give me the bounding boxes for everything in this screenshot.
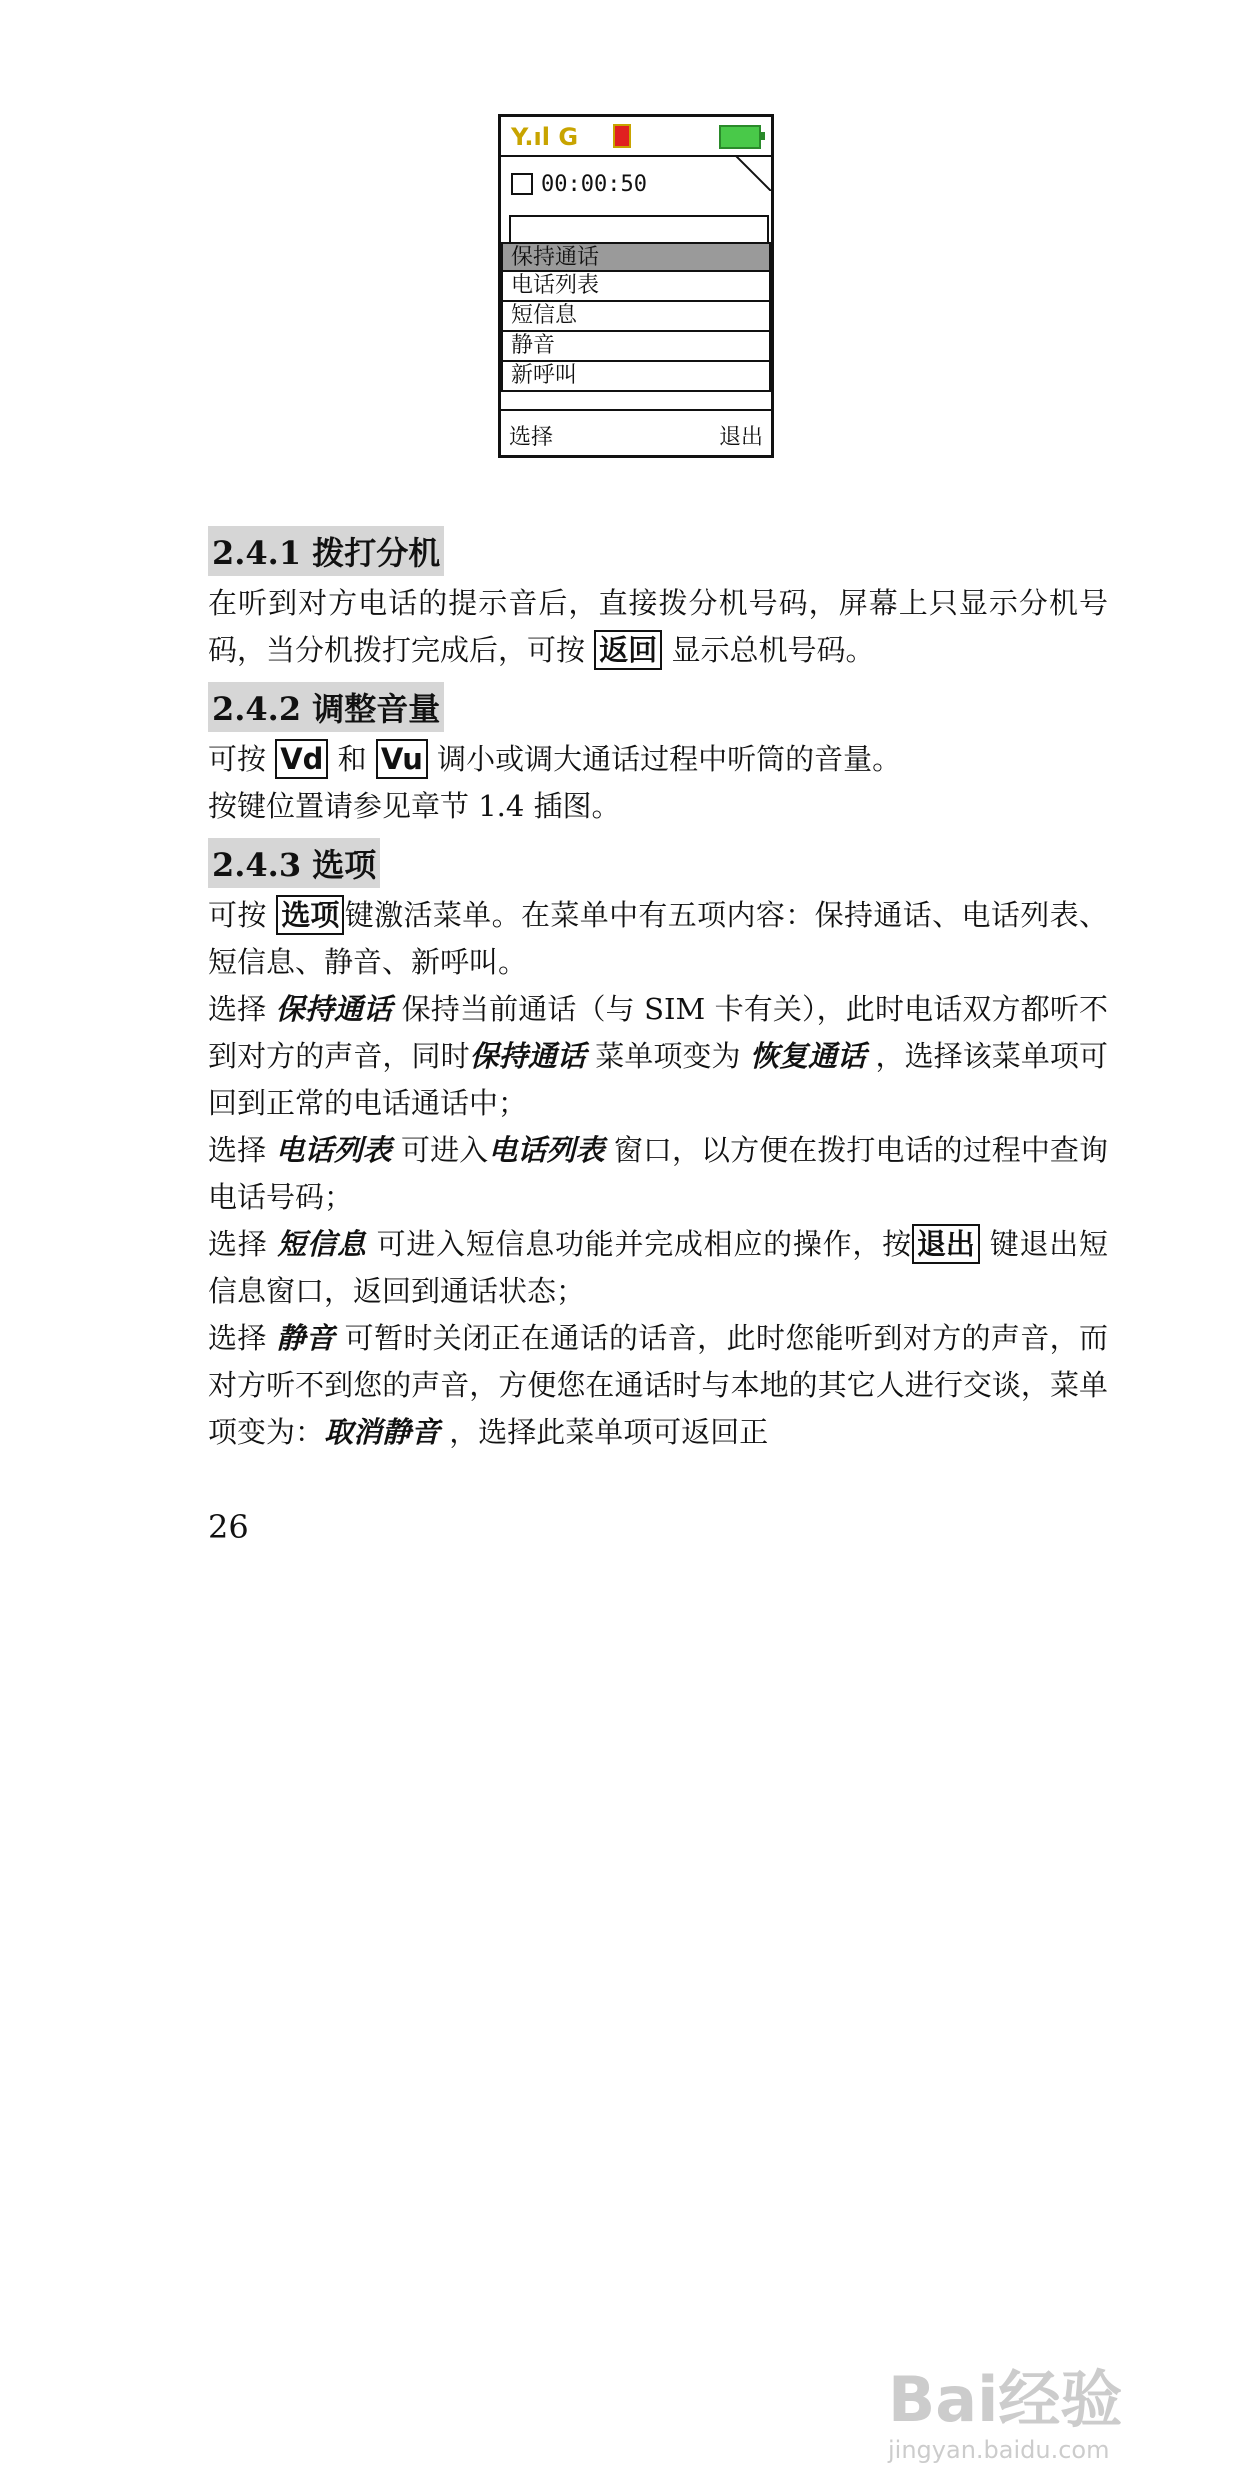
paragraph: 在听到对方电话的提示音后，直接拨分机号码，屏幕上只显示分机号码，当分机拨打完成后，可按 返回 显示总机号码。 [208, 580, 1108, 674]
softkey-exit[interactable]: 退出 [718, 425, 763, 450]
key-options: 选项 [276, 895, 344, 935]
menu-item-hold[interactable]: 保持通话 [501, 242, 771, 272]
paragraph: 按键位置请参见章节 1.4 插图。 [208, 789, 621, 823]
menu-item-mute[interactable]: 静音 [501, 332, 771, 362]
document-body [208, 518, 1108, 1456]
key-exit: 退出 [912, 1224, 980, 1264]
paragraph: 选择 短信息 可进入短信息功能并完成相应的操作，按 退出 键退出短信息窗口，返回到通话状态； [208, 1221, 1108, 1315]
watermark-url: jingyan.baidu.com [888, 2436, 1110, 2464]
softkey-bar [501, 409, 771, 455]
key-back: 返回 [594, 630, 662, 670]
corner-fold-icon [735, 155, 771, 191]
paragraph: 可按 Vd 和 Vu 调小或调大通话过程中听筒的音量。 [208, 736, 1108, 783]
heading-2-4-3: 2.4.3 选项 [208, 838, 380, 888]
checkbox-icon [511, 173, 533, 195]
options-menu [501, 242, 771, 392]
softkey-select[interactable]: 选择 [509, 425, 554, 450]
paragraph: 选择 静音 可暂时关闭正在通话的话音，此时您能听到对方的声音，而对方听不到您的声音，方便您在通话时与本地的其它人进行交谈，菜单项变为：取消静音 ，选择此菜单项可返回正 [208, 1321, 1108, 1449]
menu-item-phonebook[interactable]: 电话列表 [501, 272, 771, 302]
paragraph: 选择 电话列表 可进入电话列表 窗口，以方便在拨打电话的过程中查询电话号码； [208, 1133, 1108, 1214]
heading-2-4-1: 2.4.1 拨打分机 [208, 526, 444, 576]
timer-text: 00:00:50 [541, 171, 647, 197]
heading-2-4-2: 2.4.2 调整音量 [208, 682, 444, 732]
watermark-logo: Bai经验 [888, 2363, 1123, 2436]
paragraph: 选择 保持通话 保持当前通话（与 SIM 卡有关），此时电话双方都听不到对方的声音，同时保持通话 菜单项变为 恢复通话 ，选择该菜单项可回到正常的电话通话中； [208, 992, 1108, 1120]
phone-screenshot [498, 114, 774, 458]
page-number: 26 [208, 1508, 249, 1546]
key-vu: Vu [376, 739, 428, 779]
status-bar [501, 117, 771, 157]
signal-icon: Y.ıl G [511, 123, 579, 151]
battery-icon [719, 125, 761, 149]
key-vd: Vd [275, 739, 328, 779]
sim-icon [613, 124, 631, 148]
menu-item-sms[interactable]: 短信息 [501, 302, 771, 332]
call-timer [511, 169, 647, 199]
paragraph: 可按 选项 键激活菜单。在菜单中有五项内容：保持通话、电话列表、短信息、静音、新呼叫。 [208, 892, 1108, 986]
menu-item-new-call[interactable]: 新呼叫 [501, 362, 771, 392]
